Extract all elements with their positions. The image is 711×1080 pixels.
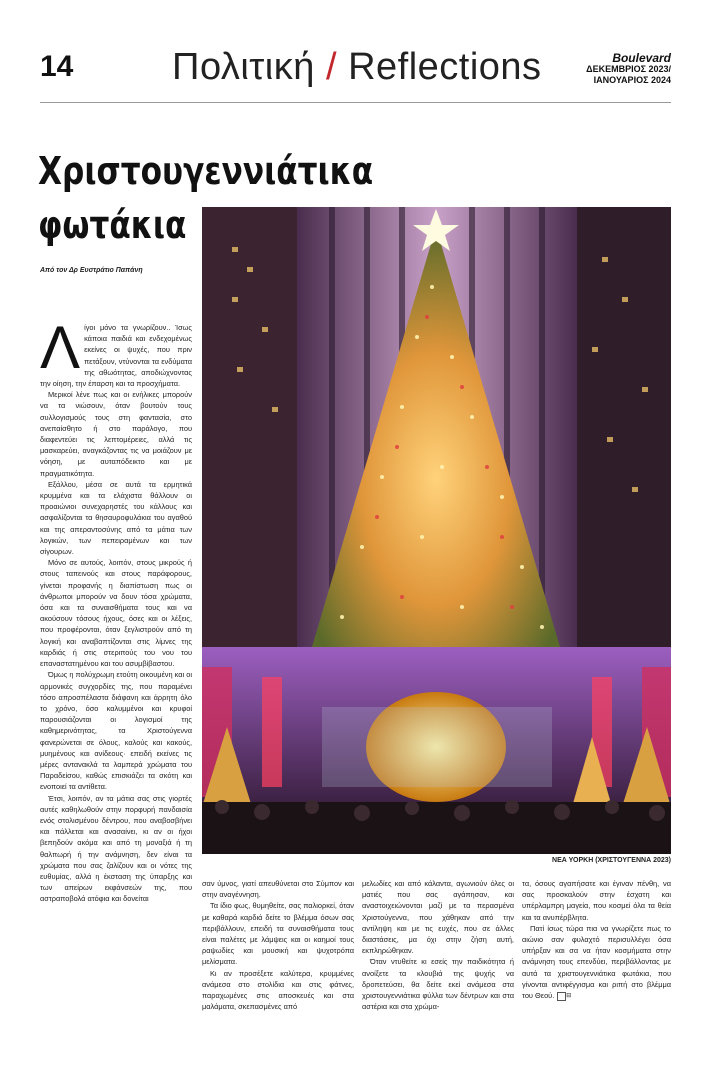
paragraph: τα, όσους αγαπήσατε και έγιναν πένθη, να σας προσκαλούν στην έσχατη και υπέρλαμπρη μαγεία, που κοσμεί όλα τα θεία και τα ανυπέρβλητα. <box>522 879 671 922</box>
article-title-line1: Χριστουγεννιάτικα <box>38 149 374 193</box>
section-title-english: Reflections <box>348 46 542 88</box>
header-divider <box>40 102 671 103</box>
paragraph: μελωδίες και από κάλαντα, αγωνιούν όλες οι ματιές που σας αγάπησαν, και αναστοιχειώνονται μαζί με τα περασμένα Χριστούγεννα, που χάθηκαν από την αντίληψη και με τις ευχές, που σε άλλες διαστάσεις, μα όχι στην ζήση αυτή, εκπληρώθηκαν. <box>362 879 514 956</box>
masthead <box>586 53 671 86</box>
paragraph: Τα ίδιο φως, θυμηθείτε, σας παλιορκεί, όταν με καθαρά καρδιά δείτε το βλέμμα όσων σας περιβάλλουν, επειδή τα συναισθήματα τους είναι παλέτες με λάμψεις και οι καημοί τους ραψωδίες και μουσική και ψυχοτρόπα μελίσματα. <box>202 901 354 967</box>
paragraph: ίγοι μόνο τα γνωρίζουν.. Ίσως κάποια παιδιά και ενδεχομένως εκείνες οι ψυχές, που πριν πετάξουν, ντύνονται τα ενδύματα της αθωότητας, αποδιώχνοντας την οίηση, την έπαρση και τα προσχήματα. <box>40 323 192 389</box>
article-column-2 <box>202 878 354 1012</box>
drop-cap: Λ <box>40 314 81 381</box>
article-photo <box>202 207 671 854</box>
paragraph-text: Πατί ίσως τώρα πια να γνωρίζετε πως το αιώνιο σαν φυλαχτό περισυλλέγει όσα υπήρξαν και σα να ήταν κοσμήματα στην ανάμνηση τους επενδύει, περιβάλλοντας με αυτά τα χριστουγεννιάτικα φωτάκια, που γίνονται αντιφέγγισμα και ριπή στο βλέμμα του Θεού. <box>522 923 671 1001</box>
issue-date-line1: ΔΕΚΕΜΒΡΙΟΣ 2023/ <box>586 64 671 74</box>
paragraph: σαν ύμνος, γιατί απευθύνεται στο Σύμπον και στην αναγέννηση. <box>202 879 354 900</box>
page-number: 14 <box>40 50 74 83</box>
byline: Από τον Δρ Ευστράτιο Παπάνη <box>40 267 143 274</box>
article-column-3 <box>362 878 514 1012</box>
photo-caption: ΝΕΑ ΥΟΡΚΗ (ΧΡΙΣΤΟΥΓΕΝΝΑ 2023) <box>552 857 671 864</box>
paragraph: Μόνο σε αυτούς, λοιπόν, στους μικρούς ή στους ταπεινούς και στους παράφορους, γίνεται προφανής η διαπίστωση πως οι άνθρωποι μπορούν να δουν τόσα χρώματα, όσα και τα συναισθήματα τους και να ακούσουν τόσους ήχους, όσες και οι λέξεις, που προφέρονται, όταν ξεγλιστρούν από τη λογική και αναβαπτίζονται στις λίμνες της καρδιάς ή στις στεριπούς του νου του επαναστατημένου και του ασυμβίβαστου. <box>40 558 192 669</box>
section-title-greek: Πολιτική <box>172 46 315 88</box>
article-column-1 <box>40 314 192 905</box>
section-title <box>172 46 542 89</box>
end-of-article-icon: ⊟ <box>557 992 566 1001</box>
section-slash: / <box>325 46 338 88</box>
paragraph <box>522 923 671 1001</box>
paragraph: Όταν ντυθείτε κι εσείς την παιδικότητα ή ανοίξετε τα κλουβιά της ψυχής να δροπετεύσει, θα δείτε εκεί ανάμεσα στα χριστουγεννιάτικα φύλλα των δέντρων και στα αστέρια και στα χρώμα- <box>362 957 514 1012</box>
brand-name: Boulevard <box>612 51 671 65</box>
paragraph: Μερικοί λένε πως και οι ενήλικες μπορούν να τα νιώσουν, όταν βουτούν τους συλλογισμούς τους στη φαντασία, στο ανεπαίσθητο ή στο παράλογο, που διαφεντεύει τις λεπτομέρειες, αλλά τις μασκαρεύει, αναγκάζοντας τις να μοιάζουν με νόηση, με αυταπόδεικτο και με πραγματικότητα. <box>40 390 192 478</box>
article-column-4 <box>522 878 671 1001</box>
paragraph: Κι αν προσέξετε καλύτερα, κρυμμένες ανάμεσα στο στολίδια και στις φάτνες, παραχωμένες στις αποσκευές και στα μαλάματα, σκεπασμένες από <box>202 968 354 1012</box>
article-title-line2: φωτάκια <box>38 203 187 247</box>
issue-date-line2: ΙΑΝΟΥΑΡΙΟΣ 2024 <box>593 75 671 85</box>
paragraph: Εξάλλου, μέσα σε αυτά τα ερμητικά κρυμμένα και τα ελάχιστα θάλλουν οι προαιώνιοι συνεχαρηστές του κάλλους και ασφαλίζονται τα θησαυροφυλάκια του αγαθού και της απεραντοσύνης από τα μάτια των λογικών, των πεπειραμένων και των σίγουρων. <box>40 479 192 557</box>
paragraph: Έτσι, λοιπόν, αν τα μάτια σας στις γιορτές αυτές καθηλωθούν στην πορφυρή πανδαισία ενός στολισμένου δέντρου, που αναβοσβήνει και πάλλεται και ανασαίνει, κι αν οι ήχοι βεπηδούν ακόμα και από τη μοναξιά ή τη θαλπωρή ή την ανάμνηση, δεν είναι τα χρώματα που σας ζαλίζουν και οι νότες της ευθυμίας, αλλά η έκσταση της ύπαρξης και των απείρων εκφάνσεών της, που αστραποβολά ατόφια και δονείται <box>40 793 192 904</box>
christmas-tree-photo <box>202 207 671 854</box>
paragraph: Όμως η πολύχρωμη ετούτη οικουμένη και οι αρμονικές συγχορδίες της, που παραμένει τόσο απροσπέλαστα διάφανη και άρρητη όλο το χρόνο, όσο καλυμμένοι και κρυφοί παρουσιάζονται οι λογισμοί της καθημερινότητας, τα Χριστούγεννα φανερώνεται σε όλους, καλούς και κακούς, μυημένους και ανίδεους· επειδή εκείνες τις μέρες αντανακλά τα λαμπερά χρώματα του Παραδείσου, καθώς επισκιάζει τα σκότη και ενοποιεί τα αντίθετα. <box>40 670 192 792</box>
